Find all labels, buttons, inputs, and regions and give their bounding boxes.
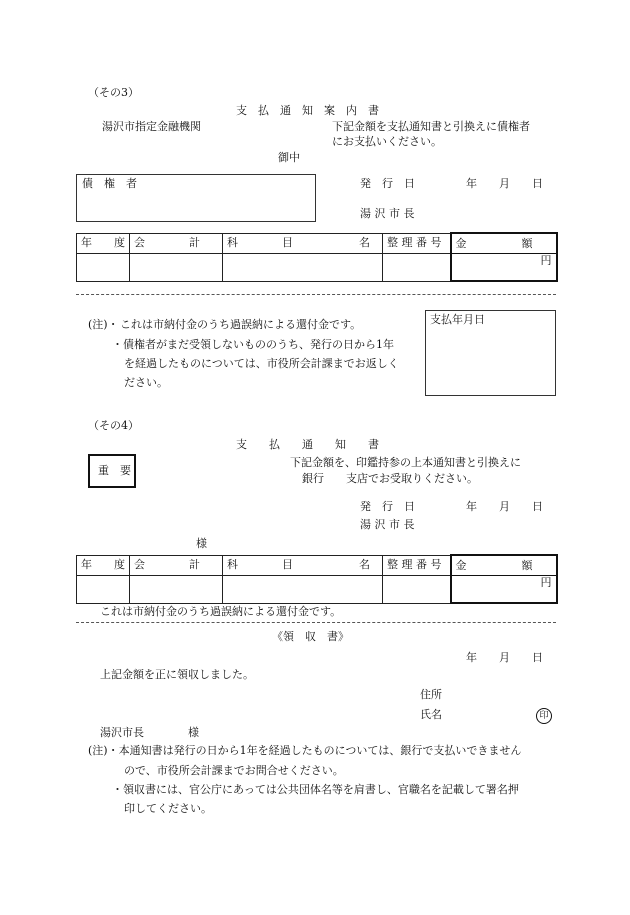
section4-mayor-label: 湯 沢 市 長: [360, 518, 415, 531]
address-label: 住所: [420, 688, 442, 701]
col-amount: 金 額: [451, 555, 557, 575]
col-amount: 金 額: [451, 233, 557, 253]
important-box: [88, 454, 136, 488]
section3-instruction-line2: にお支払いください。: [332, 135, 442, 148]
payment-date-label: 支払年月日: [430, 313, 485, 326]
creditor-label: 債 権 者: [82, 177, 137, 190]
receipt-statement: 上記金額を正に領収しました。: [100, 668, 254, 681]
section3-note2-line1: ・債権者がまだ受領しないもののうち、発行の日から1年: [112, 338, 394, 351]
section4-issue-date-label: 発 行 日: [360, 500, 415, 513]
section3-note2-line3: ださい。: [124, 376, 168, 389]
col-ref: 整 理 番 号: [383, 555, 451, 575]
section3-note1: これは市納付金のうち過誤納による還付金です。: [120, 318, 362, 331]
mayor-label: 湯 沢 市 長: [360, 207, 415, 220]
cell-year[interactable]: [77, 575, 130, 603]
receipt-note1-line2: ので、市役所会計課までお問合せください。: [124, 764, 344, 777]
issue-date-label: 発 行 日: [360, 177, 415, 190]
section3-note2-line2: を経過したものについては、市役所会計課までお返しく: [124, 357, 399, 370]
receipt-note2-line1: ・領収書には、官公庁にあっては公共団体名等を肩書し、官職名を記載して署名押: [112, 783, 519, 796]
col-account: 会 計: [130, 555, 223, 575]
section4-note: これは市納付金のうち過誤納による還付金です。: [100, 605, 342, 618]
col-account: 会 計: [130, 233, 223, 253]
cut-line: [76, 294, 556, 295]
receipt-to-mayor: 湯沢市長 様: [100, 726, 199, 739]
name-label: 氏名: [420, 708, 442, 721]
bank-name: 湯沢市指定金融機関: [102, 120, 201, 133]
cell-amount[interactable]: 円: [451, 253, 557, 281]
honorific-sama: 様: [196, 537, 207, 550]
col-year: 年 度: [77, 555, 130, 575]
section4-instruction-line1: 下記金額を、印鑑持参の上本通知書と引換えに: [290, 456, 521, 469]
section3-title: 支 払 通 知 案 内 書: [236, 104, 379, 117]
cell-item[interactable]: [223, 575, 383, 603]
addressee-onchu: 御中: [278, 151, 300, 164]
section4-title: 支 払 通 知 書: [236, 438, 379, 451]
section4-label: （その4）: [88, 419, 139, 432]
section4-instruction-line2: 銀行 支店でお受取りください。: [302, 472, 478, 485]
receipt-title: 《領 収 書》: [272, 630, 349, 643]
col-year: 年 度: [77, 233, 130, 253]
section3-label: （その3）: [88, 86, 139, 99]
cell-item[interactable]: [223, 253, 383, 281]
amount-table-4: [76, 554, 558, 604]
section3-instruction-line1: 下記金額を支払通知書と引換えに債権者: [332, 120, 530, 133]
receipt-note1-line1: (注)・本通知書は発行の日から1年を経過したものについては、銀行で支払いできません: [88, 744, 522, 757]
receipt-date-fields: 年 月 日: [466, 651, 543, 664]
important-label: 重 要: [98, 464, 131, 477]
cell-ref[interactable]: [383, 253, 451, 281]
col-item: 科 目 名: [223, 555, 383, 575]
receipt-note2-line2: 印してください。: [124, 802, 212, 815]
issue-date-fields: 年 月 日: [466, 177, 543, 190]
note-prefix: (注)・: [88, 318, 119, 331]
cell-amount[interactable]: 円: [451, 575, 557, 603]
cell-ref[interactable]: [383, 575, 451, 603]
cut-line: [76, 622, 556, 623]
amount-table-3: [76, 232, 558, 282]
creditor-box[interactable]: [76, 174, 316, 222]
cell-account[interactable]: [130, 575, 223, 603]
seal-mark: 印: [536, 708, 552, 724]
col-item: 科 目 名: [223, 233, 383, 253]
section4-issue-date-fields: 年 月 日: [466, 500, 543, 513]
cell-account[interactable]: [130, 253, 223, 281]
col-ref: 整 理 番 号: [383, 233, 451, 253]
cell-year[interactable]: [77, 253, 130, 281]
payment-date-box[interactable]: [425, 310, 556, 396]
